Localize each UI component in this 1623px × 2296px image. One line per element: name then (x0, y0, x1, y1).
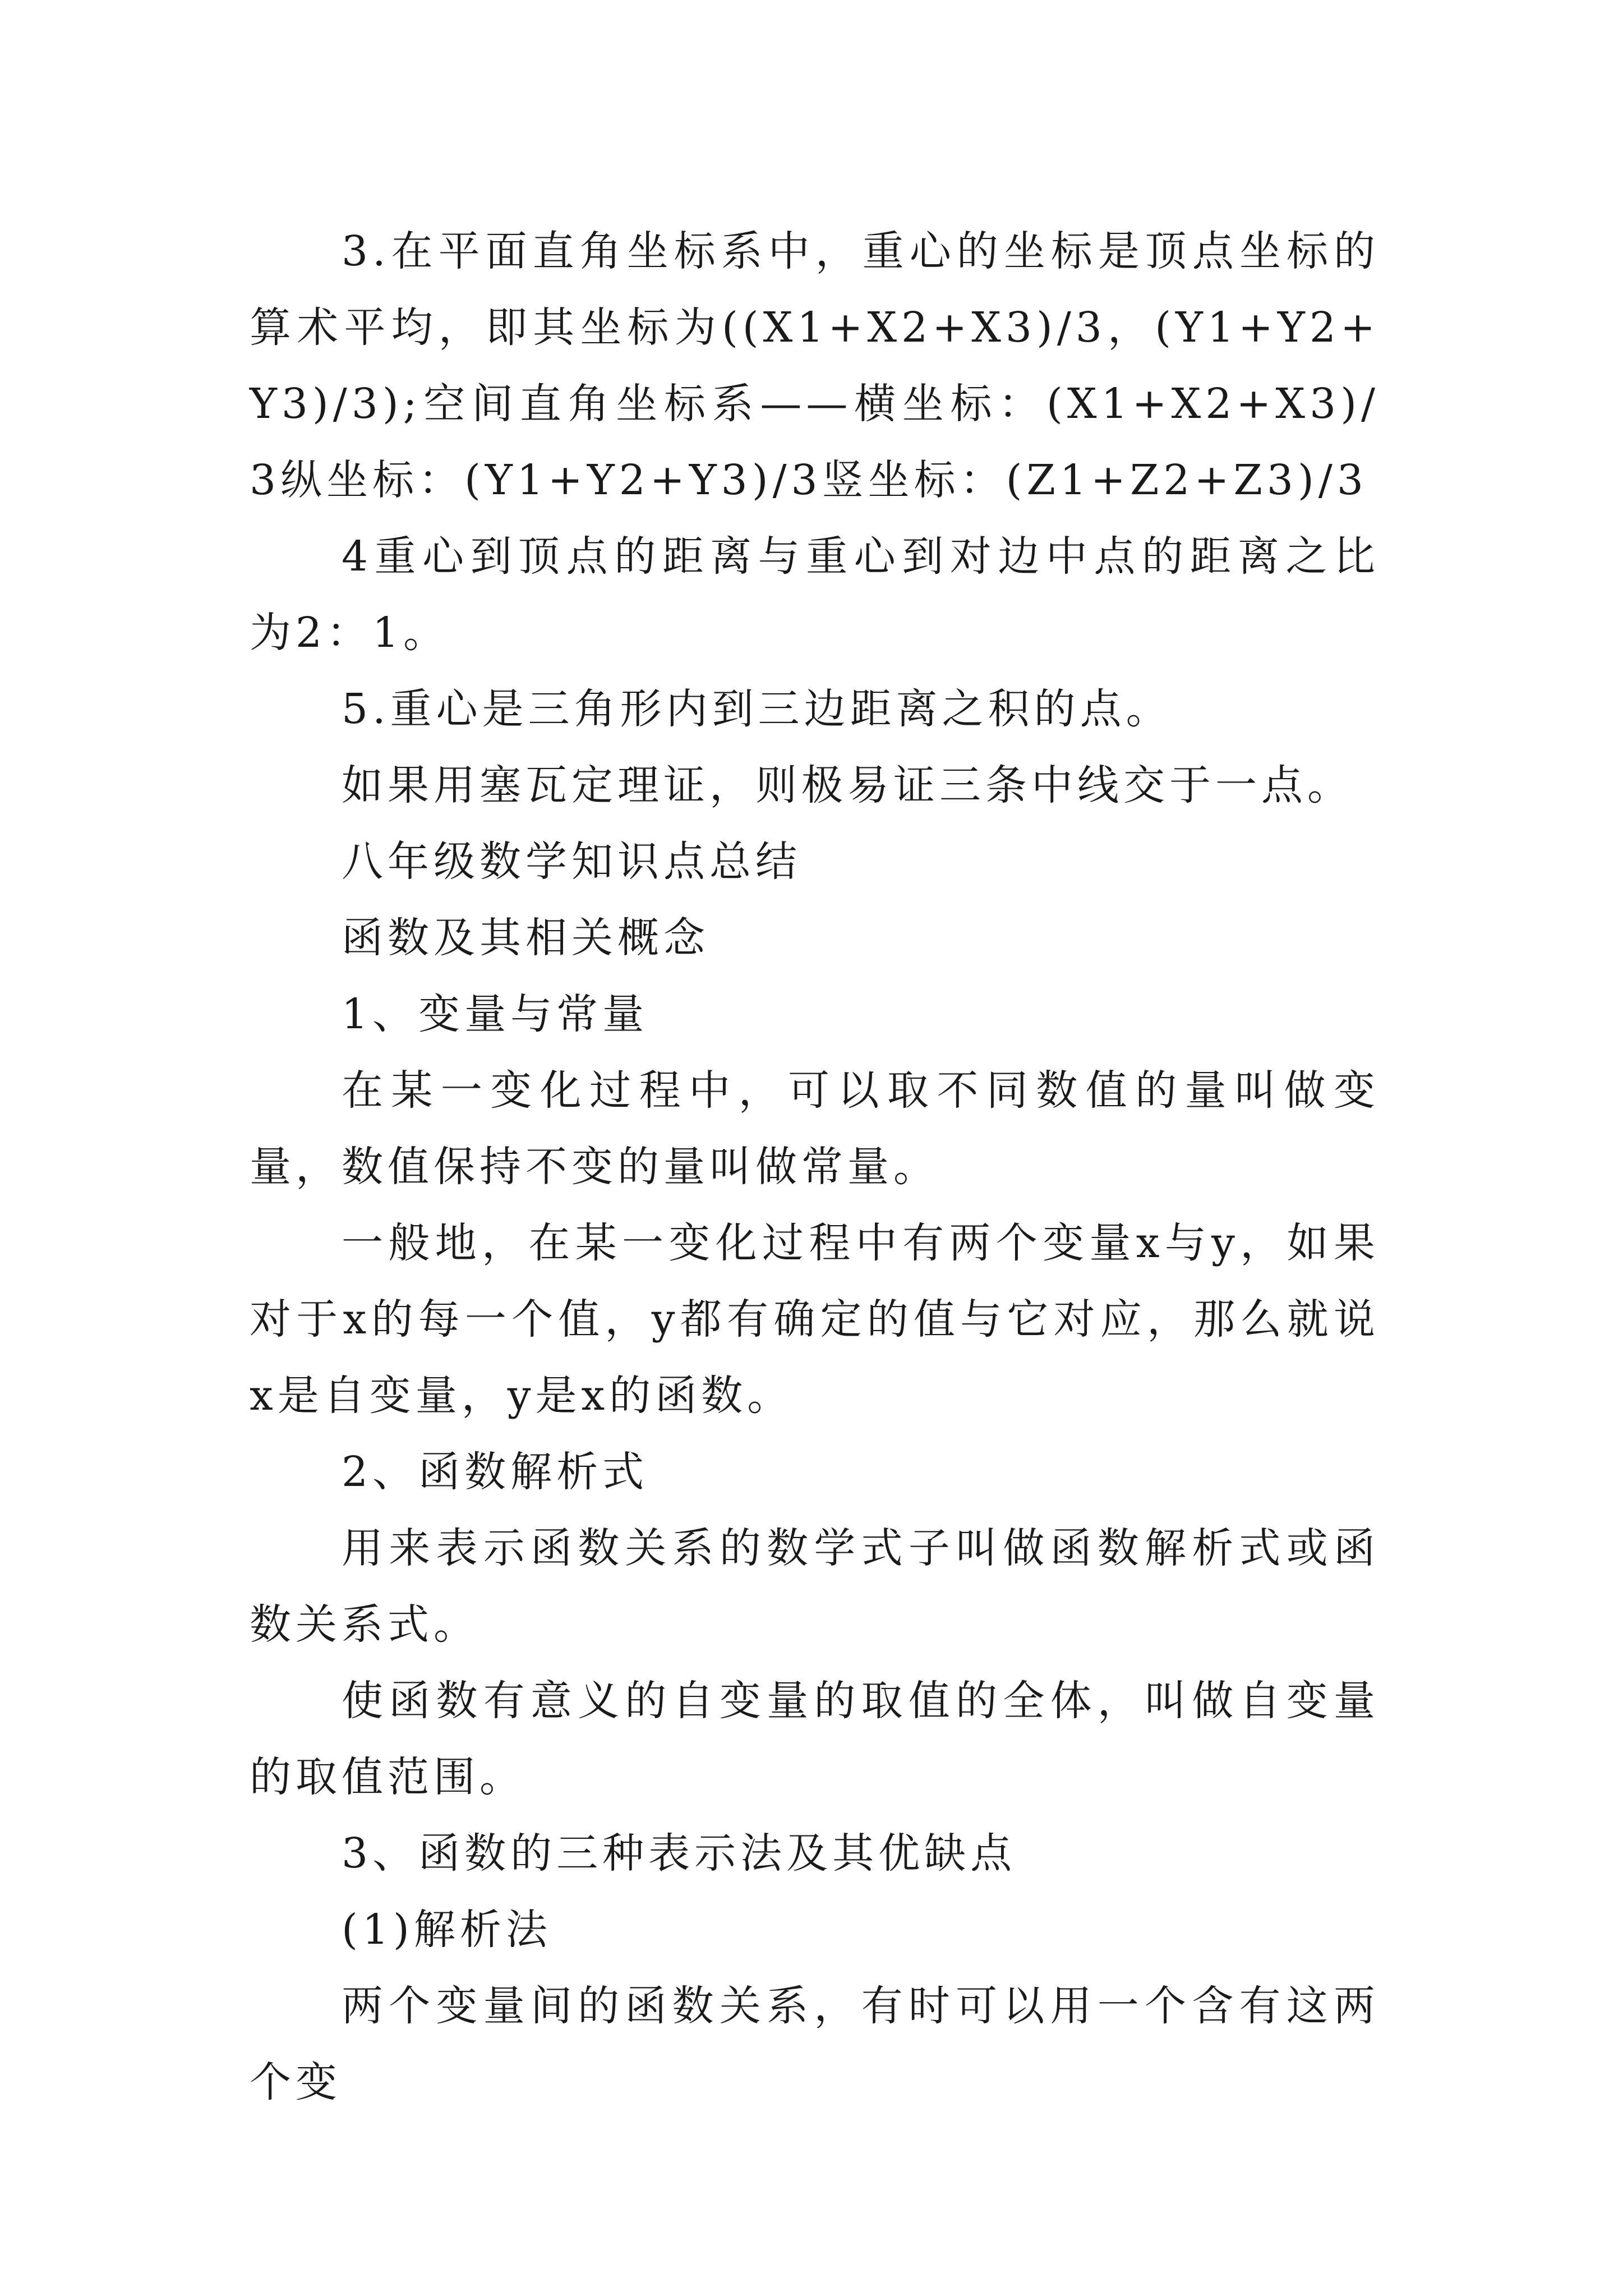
section-heading-grade8-math: 八年级数学知识点总结 (342, 838, 801, 886)
subheading-variables-constants: 1、变量与常量 (342, 990, 649, 1038)
paragraph-analytic-method-text: 两个变量间的函数关系，有时可以用一个含有这两个变 (250, 1982, 1380, 2106)
paragraph-variable-definition: 在某一变化过程中，可以取不同数值的量叫做变量，数值保持不变的量叫做常量。 (250, 1066, 1380, 1191)
paragraph-function-definition: 一般地，在某一变化过程中有两个变量x与y，如果对于x的每一个值，y都有确定的值与它对应，那么就说x是自变量，y是x的函数。 (250, 1219, 1380, 1420)
paragraph-centroid-distance-product: 5.重心是三角形内到三边距离之积的点。 (342, 685, 1172, 733)
paragraph-domain-definition: 使函数有意义的自变量的取值的全体，叫做自变量的取值范围。 (250, 1677, 1380, 1801)
document-body (250, 213, 1380, 2120)
section-heading-functions: 函数及其相关概念 (342, 914, 709, 962)
paragraph-ceva-theorem: 如果用塞瓦定理证，则极易证三条中线交于一点。 (342, 761, 1353, 809)
subheading-function-expression: 2、函数解析式 (342, 1448, 649, 1496)
paragraph-expression-definition: 用来表示函数关系的数学式子叫做函数解析式或函数关系式。 (250, 1524, 1380, 1649)
subheading-representation-methods: 3、函数的三种表示法及其优缺点 (342, 1829, 1017, 1878)
subheading-analytic-method: (1)解析法 (342, 1906, 552, 1954)
paragraph-centroid-coordinates: 3.在平面直角坐标系中，重心的坐标是顶点坐标的算术平均，即其坐标为((X1+X2+X3)/3，(Y1+Y2+Y3)/3);空间直角坐标系——横坐标：(X1+X2+X3)/3纵坐标：(Y1+Y2+Y3)/3竖坐标：(Z1+Z2+Z3)/3 (250, 227, 1380, 504)
paragraph-centroid-distance-ratio: 4重心到顶点的距离与重心到对边中点的距离之比为2：1。 (250, 532, 1380, 657)
